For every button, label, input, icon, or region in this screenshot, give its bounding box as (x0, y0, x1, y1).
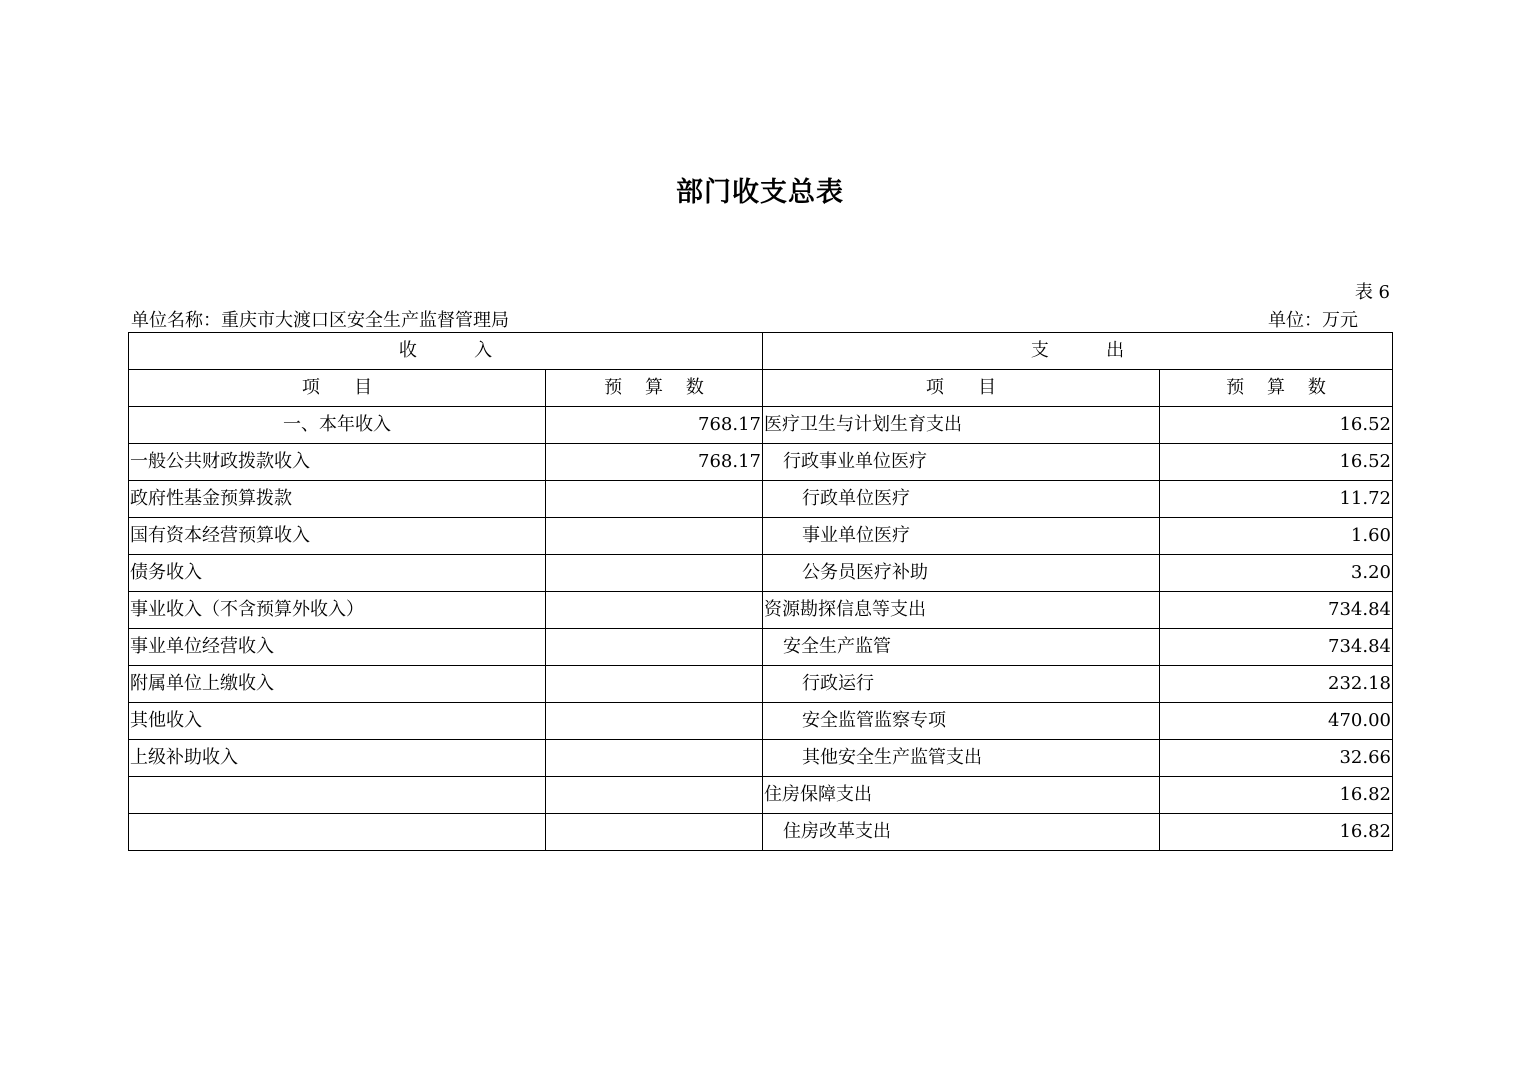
expense-value: 3.20 (1160, 555, 1393, 592)
income-item: 附属单位上缴收入 (129, 666, 546, 703)
income-value: 768.17 (546, 444, 763, 481)
expense-budget-header: 预 算 数 (1160, 370, 1393, 407)
table-row (129, 629, 1393, 666)
expense-item: 行政运行 (763, 666, 1160, 703)
expense-value: 16.52 (1160, 444, 1393, 481)
expense-value: 734.84 (1160, 629, 1393, 666)
income-value (546, 740, 763, 777)
income-item: 其他收入 (129, 703, 546, 740)
expense-section-header: 支 出 (763, 333, 1393, 370)
income-item: 上级补助收入 (129, 740, 546, 777)
income-value (546, 666, 763, 703)
table-row (129, 777, 1393, 814)
income-item (129, 814, 546, 851)
income-value (546, 777, 763, 814)
income-item: 事业单位经营收入 (129, 629, 546, 666)
expense-item: 安全生产监管 (763, 629, 1160, 666)
expense-item: 行政事业单位医疗 (763, 444, 1160, 481)
expense-value: 232.18 (1160, 666, 1393, 703)
income-item-header: 项 目 (129, 370, 546, 407)
expense-value: 32.66 (1160, 740, 1393, 777)
table-row (129, 666, 1393, 703)
expense-value: 11.72 (1160, 481, 1393, 518)
organization-name: 单位名称：重庆市大渡口区安全生产监督管理局 (131, 310, 509, 331)
column-header-row (129, 370, 1393, 407)
table-row (129, 444, 1393, 481)
expense-value: 16.52 (1160, 407, 1393, 444)
expense-item-header: 项 目 (763, 370, 1160, 407)
expense-value: 734.84 (1160, 592, 1393, 629)
income-item: 一、本年收入 (129, 407, 546, 444)
income-item: 债务收入 (129, 555, 546, 592)
income-value (546, 814, 763, 851)
income-item: 国有资本经营预算收入 (129, 518, 546, 555)
expense-value: 470.00 (1160, 703, 1393, 740)
expense-value: 1.60 (1160, 518, 1393, 555)
expense-item: 行政单位医疗 (763, 481, 1160, 518)
expense-item: 公务员医疗补助 (763, 555, 1160, 592)
page-title: 部门收支总表 (676, 177, 844, 208)
income-expense-table (128, 332, 1393, 851)
table-number: 表 6 (1354, 282, 1390, 303)
table-row (129, 814, 1393, 851)
income-item (129, 777, 546, 814)
expense-item: 事业单位医疗 (763, 518, 1160, 555)
income-section-header: 收 入 (129, 333, 763, 370)
income-value (546, 518, 763, 555)
income-item: 一般公共财政拨款收入 (129, 444, 546, 481)
income-value (546, 555, 763, 592)
income-value: 768.17 (546, 407, 763, 444)
income-value (546, 481, 763, 518)
expense-value: 16.82 (1160, 814, 1393, 851)
expense-item: 住房改革支出 (763, 814, 1160, 851)
table-row (129, 592, 1393, 629)
expense-item: 住房保障支出 (763, 777, 1160, 814)
table-row (129, 481, 1393, 518)
table-row (129, 555, 1393, 592)
table-row (129, 407, 1393, 444)
currency-unit: 单位：万元 (1268, 310, 1358, 331)
income-item: 事业收入（不含预算外收入） (129, 592, 546, 629)
expense-item: 资源勘探信息等支出 (763, 592, 1160, 629)
expense-item: 医疗卫生与计划生育支出 (763, 407, 1160, 444)
income-value (546, 592, 763, 629)
income-value (546, 629, 763, 666)
expense-value: 16.82 (1160, 777, 1393, 814)
table-row (129, 518, 1393, 555)
income-budget-header: 预 算 数 (546, 370, 763, 407)
table-row (129, 740, 1393, 777)
income-item: 政府性基金预算拨款 (129, 481, 546, 518)
table-row (129, 703, 1393, 740)
income-value (546, 703, 763, 740)
section-header-row (129, 333, 1393, 370)
expense-item: 其他安全生产监管支出 (763, 740, 1160, 777)
expense-item: 安全监管监察专项 (763, 703, 1160, 740)
